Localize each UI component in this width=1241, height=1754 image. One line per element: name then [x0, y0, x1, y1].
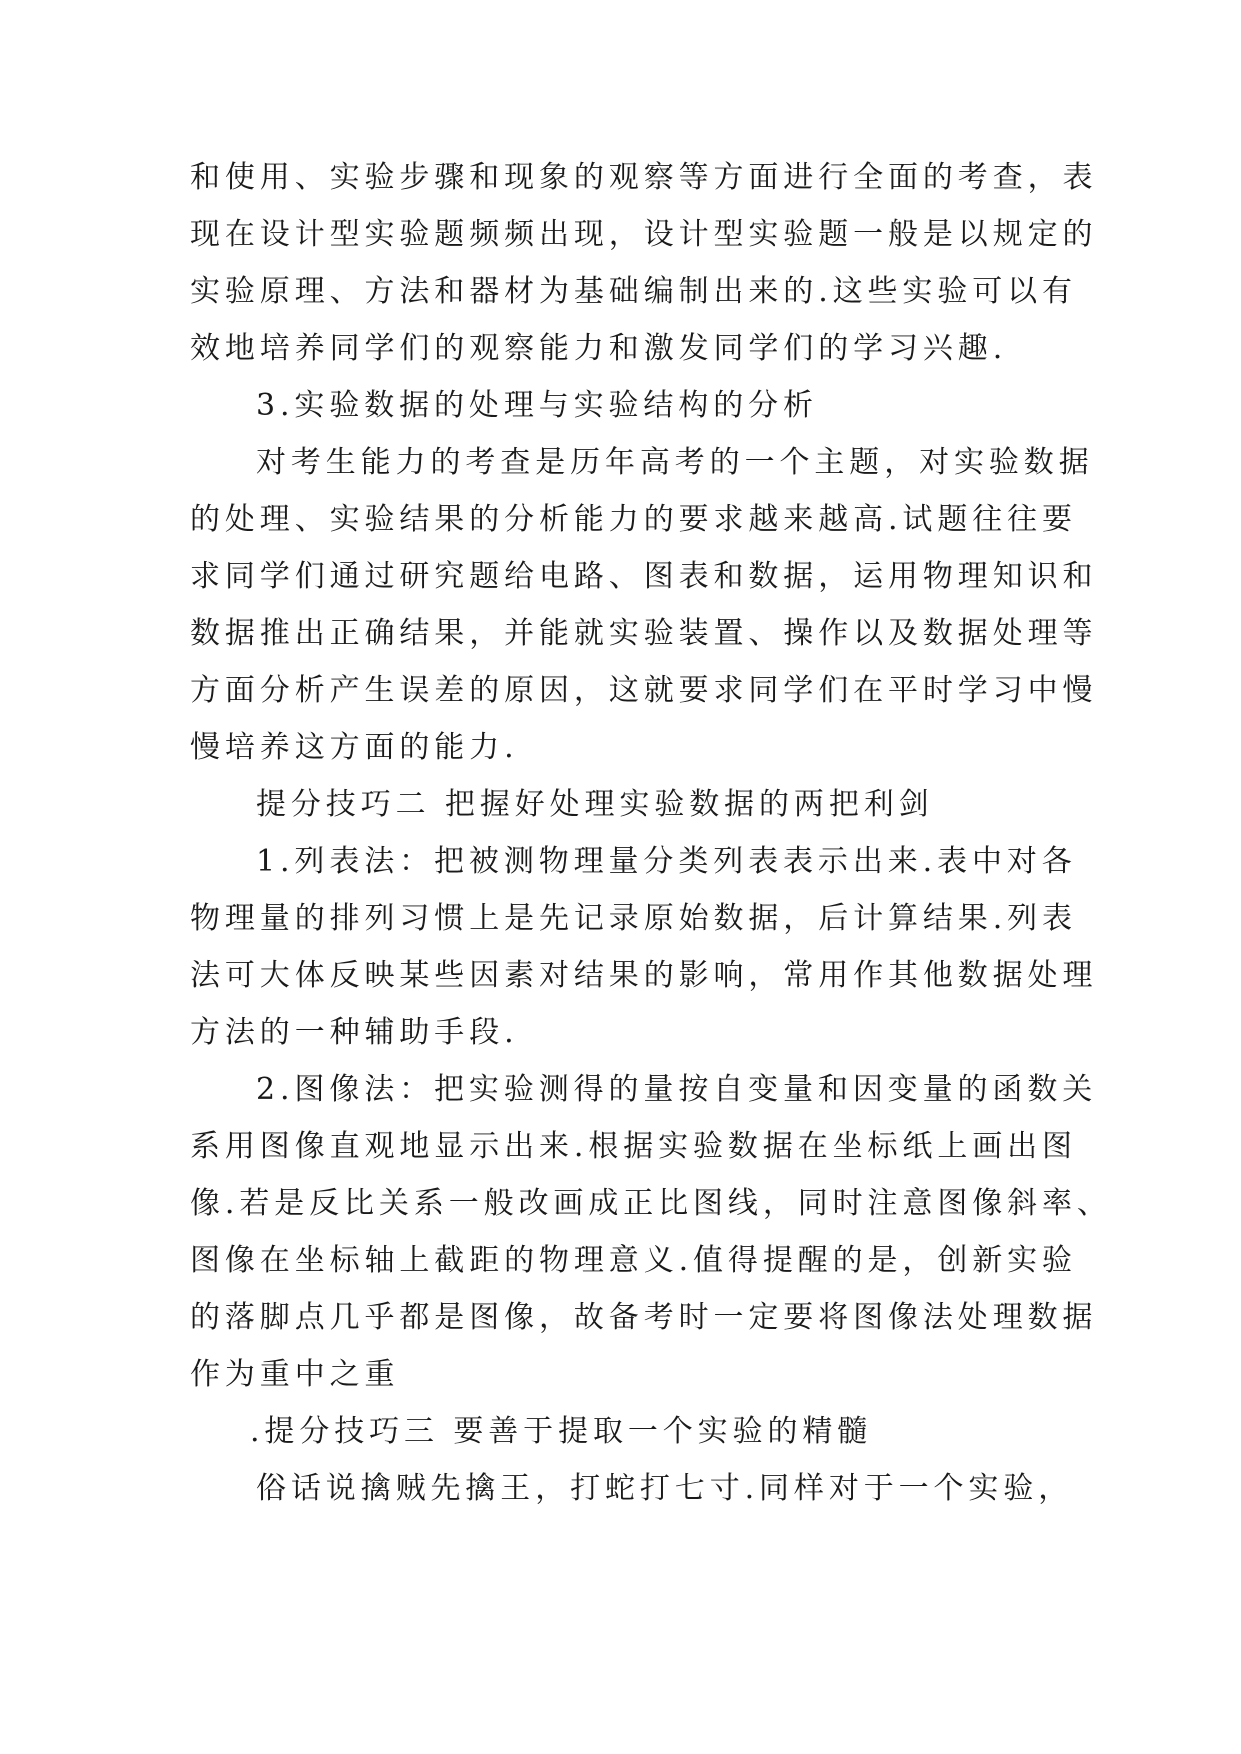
- section-heading: .提分技巧三 要善于提取一个实验的精髓: [250, 1414, 873, 1449]
- section-heading: 3.实验数据的处理与实验结构的分析: [256, 388, 818, 423]
- text-line: 图像在坐标轴上截距的物理意义.值得提醒的是，创新实验: [190, 1243, 1077, 1278]
- text-line: 现在设计型实验题频频出现，设计型实验题一般是以规定的: [190, 217, 1098, 252]
- text-line: 数据推出正确结果，并能就实验装置、操作以及数据处理等: [190, 616, 1098, 651]
- text-line: 像.若是反比关系一般改画成正比图线，同时注意图像斜率、: [190, 1186, 1112, 1221]
- text-line: 作为重中之重: [190, 1357, 400, 1392]
- text-line: 的处理、实验结果的分析能力的要求越来越高.试题往往要: [190, 502, 1077, 537]
- text-line: 的落脚点几乎都是图像，故备考时一定要将图像法处理数据: [190, 1300, 1098, 1335]
- text-line: 2.图像法：把实验测得的量按自变量和因变量的函数关: [256, 1072, 1098, 1107]
- text-line: 方面分析产生误差的原因，这就要求同学们在平时学习中慢: [190, 673, 1098, 708]
- section-heading: 提分技巧二 把握好处理实验数据的两把利剑: [256, 787, 934, 822]
- text-line: 对考生能力的考查是历年高考的一个主题，对实验数据: [256, 445, 1094, 480]
- text-line: 方法的一种辅助手段.: [190, 1015, 519, 1050]
- text-line: 法可大体反映某些因素对结果的影响，常用作其他数据处理: [190, 958, 1098, 993]
- text-line: 俗话说擒贼先擒王，打蛇打七寸.同样对于一个实验，: [256, 1471, 1074, 1506]
- text-line: 求同学们通过研究题给电路、图表和数据，运用物理知识和: [190, 559, 1098, 594]
- text-line: 慢培养这方面的能力.: [190, 730, 519, 765]
- text-line: 物理量的排列习惯上是先记录原始数据，后计算结果.列表: [190, 901, 1077, 936]
- text-line: 系用图像直观地显示出来.根据实验数据在坐标纸上画出图: [190, 1129, 1077, 1164]
- text-line: 效地培养同学们的观察能力和激发同学们的学习兴趣.: [190, 331, 1008, 366]
- text-line: 实验原理、方法和器材为基础编制出来的.这些实验可以有: [190, 274, 1077, 309]
- text-line: 1.列表法：把被测物理量分类列表表示出来.表中对各: [256, 844, 1077, 879]
- text-line: 和使用、实验步骤和现象的观察等方面进行全面的考查，表: [190, 160, 1098, 195]
